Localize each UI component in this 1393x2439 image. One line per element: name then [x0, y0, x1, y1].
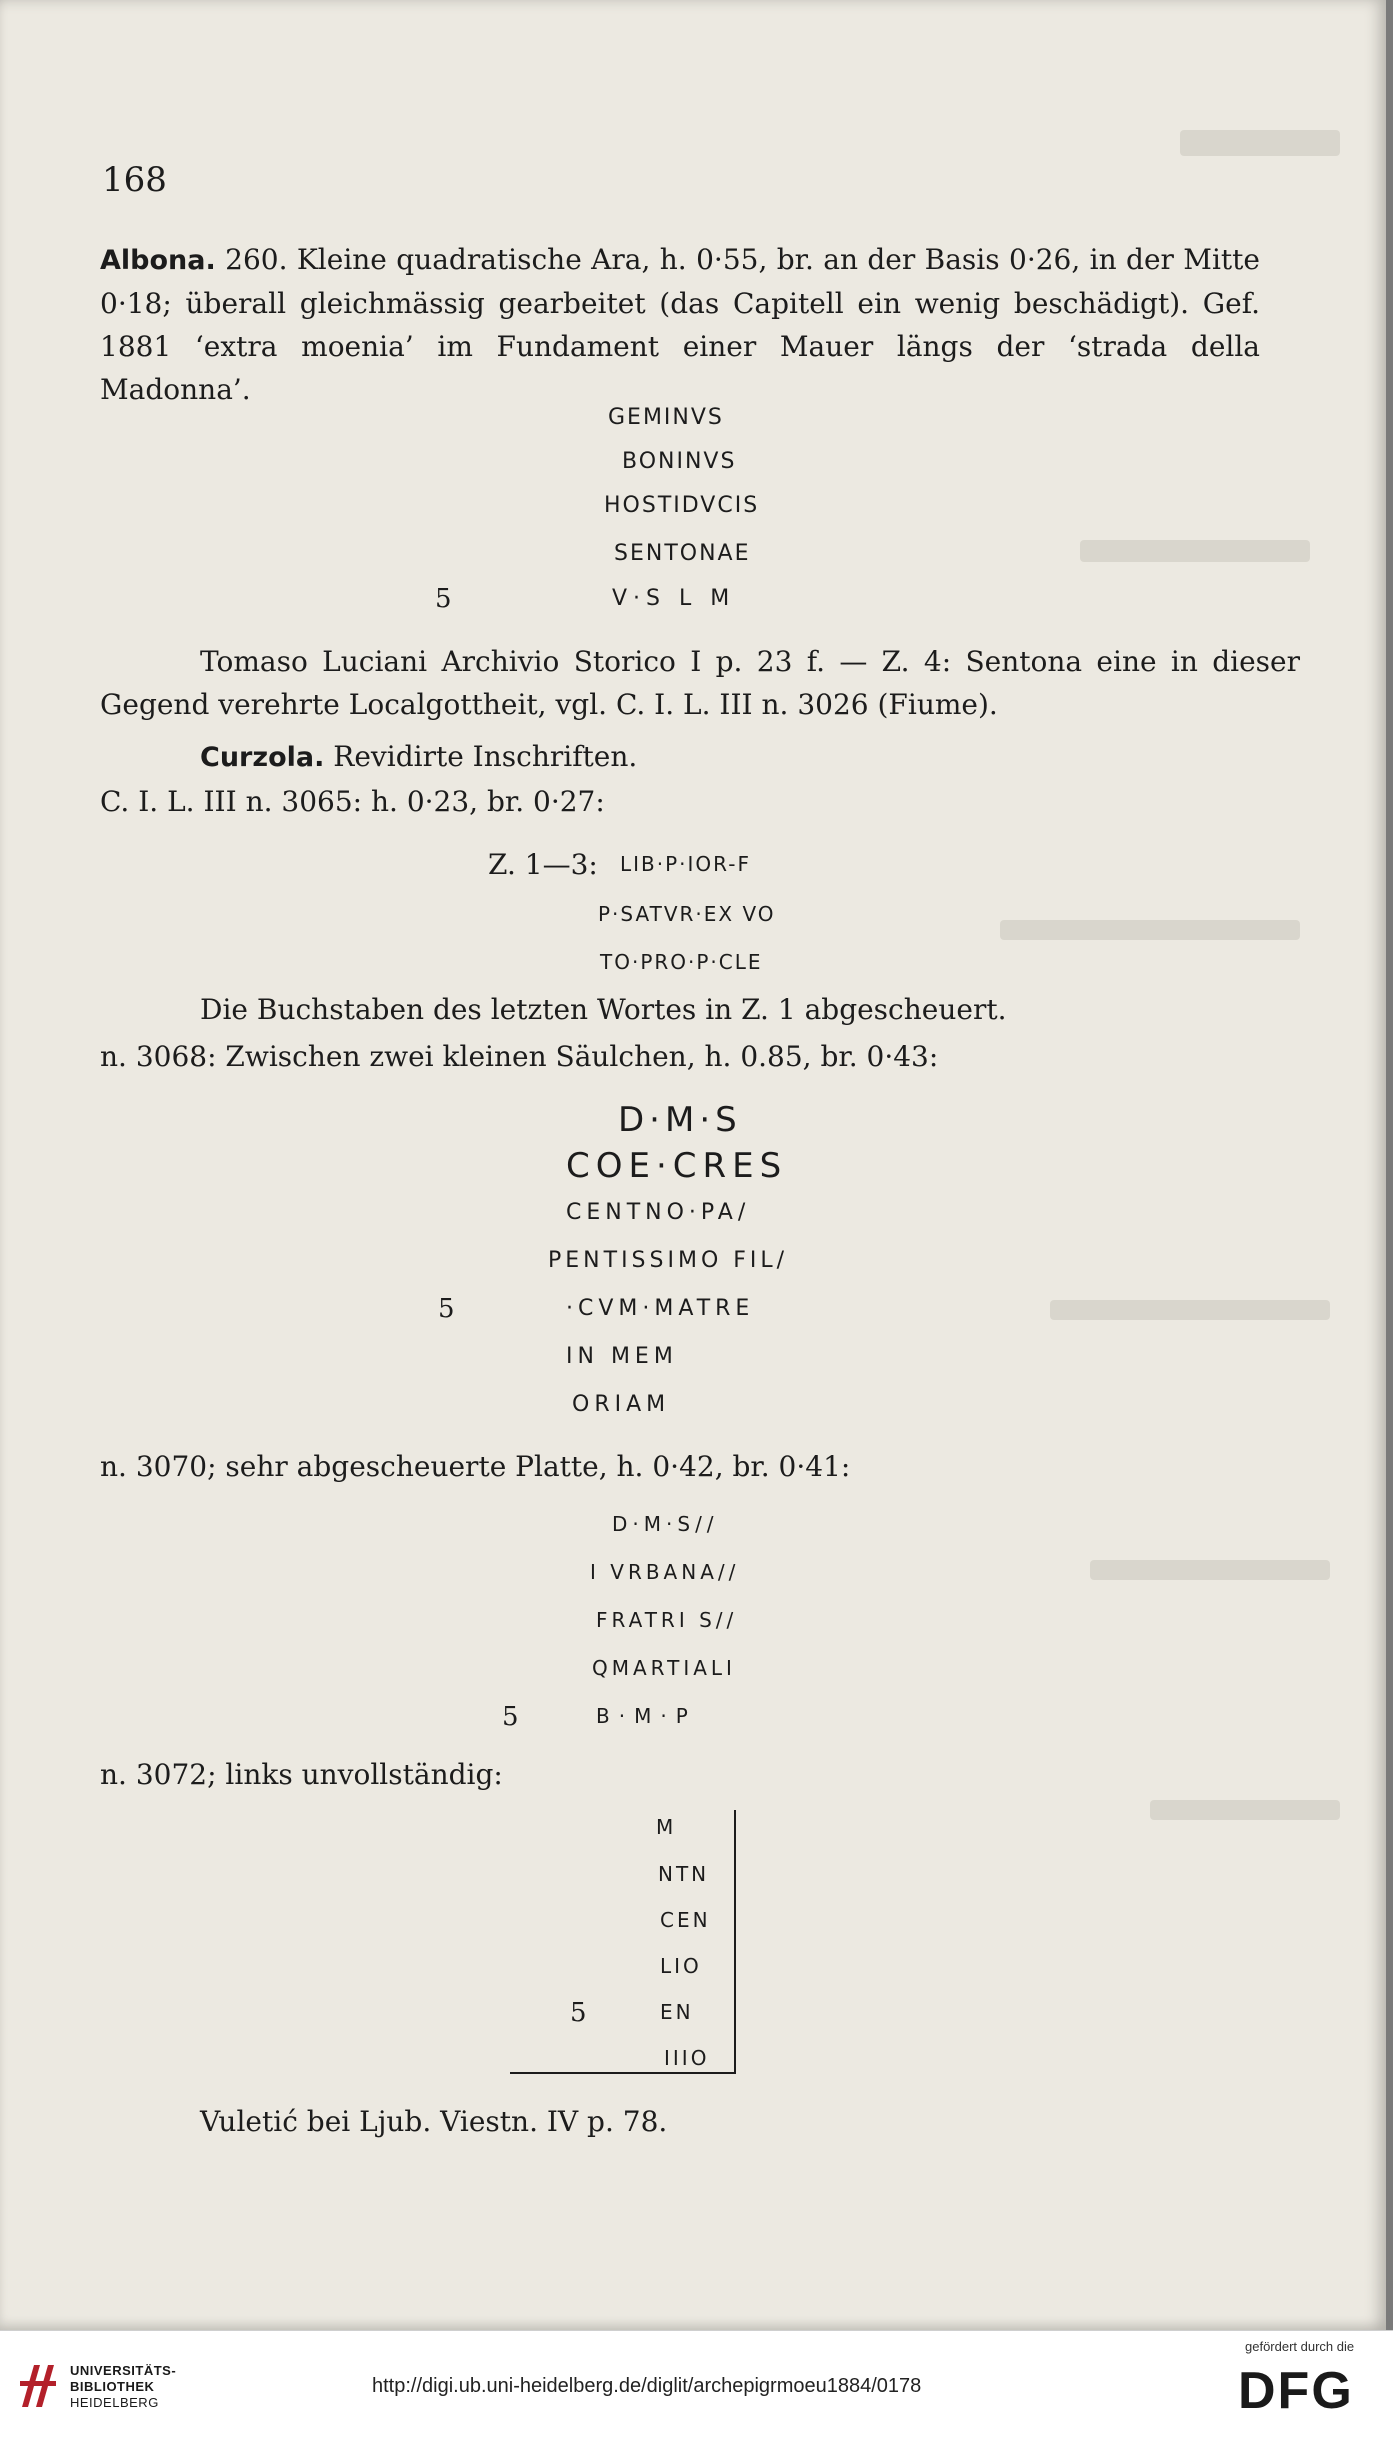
n3070-inscription-line: QMARTIALI: [592, 1656, 736, 1680]
n3072-inscription-line: M: [656, 1815, 677, 1839]
albona-note: Tomaso Luciani Archivio Storico I p. 23 f. — Z. 4: Sentona eine in dieser Gegend verehrte Localgottheit, vgl. C. I. L. III n. 3026 (Fiume).: [100, 645, 1300, 721]
n3072-inscription-line: NTN: [658, 1862, 710, 1886]
line-number: 5: [438, 1294, 455, 1324]
n3068-inscription-line: PENTISSIMO FIL/: [548, 1248, 789, 1273]
logo-text-line: BIBLIOTHEK: [70, 2379, 155, 2394]
n3068-inscription-line: IN MEM: [566, 1344, 678, 1369]
dfg-logo: DFG: [1238, 2362, 1354, 2420]
footer-bar: [0, 2330, 1393, 2439]
albona-paragraph: [100, 238, 1260, 411]
n3072-inscription-line: EN: [660, 2000, 694, 2024]
albona-heading: Albona.: [100, 245, 216, 276]
n3072-inscription-line: IIIO: [664, 2046, 710, 2070]
logo-text-line: HEIDELBERG: [70, 2395, 159, 2410]
curzola-inscription-line: P·SATVR·EX VO: [598, 902, 776, 926]
n3070-inscription-line: I VRBANA//: [590, 1560, 740, 1584]
n3070-line: n. 3070; sehr abgescheuerte Platte, h. 0·42, br. 0·41:: [100, 1450, 851, 1483]
curzola-note: Die Buchstaben des letzten Wortes in Z. 1 abgescheuert.: [200, 993, 1007, 1026]
dfg-caption: gefördert durch die: [1245, 2339, 1355, 2354]
permalink-url[interactable]: http://digi.ub.uni-heidelberg.de/diglit/archepigrmoeu1884/0178: [372, 2375, 922, 2397]
albona-inscription-line: BONINVS: [622, 449, 737, 474]
line-number: 5: [502, 1702, 519, 1732]
n3072-inscription-line: CEN: [660, 1908, 711, 1932]
n3068-inscription-line: ·CVM·MATRE: [566, 1296, 755, 1321]
university-library-logo-icon: [18, 2359, 58, 2411]
n3068-inscription-line: ORIAM: [572, 1392, 671, 1417]
albona-inscription-line: SENTONAE: [614, 541, 751, 566]
n3068-inscription-line: COE·CRES: [566, 1146, 788, 1186]
n3070-inscription-line: D·M·S//: [612, 1512, 719, 1536]
curzola-heading: Curzola.: [200, 742, 325, 773]
n3072-inscription-line: LIO: [660, 1954, 702, 1978]
n3070-inscription-line: B·M·P: [596, 1704, 697, 1728]
n3068-inscription-line: CENTNO·PA/: [566, 1200, 751, 1225]
z-label: Z. 1—3:: [488, 848, 598, 881]
source-line: Vuletić bei Ljub. Viestn. IV p. 78.: [200, 2105, 668, 2138]
n3072-line: n. 3072; links unvollständig:: [100, 1758, 503, 1791]
albona-inscription-line: GEMINVS: [608, 405, 724, 430]
n3070-inscription-line: FRATRI S//: [596, 1608, 738, 1632]
curzola-heading-line: [200, 740, 637, 773]
n3068-line: n. 3068: Zwischen zwei kleinen Säulchen, h. 0.85, br. 0·43:: [100, 1040, 939, 1073]
cil-3065-line: C. I. L. III n. 3065: h. 0·23, br. 0·27:: [100, 785, 605, 818]
albona-body: 260. Kleine quadratische Ara, h. 0·55, br. an der Basis 0·26, in der Mitte 0·18; überall gleichmässig gearbeitet (das Capitell ein wenig beschädigt). Gef. 1881 ‘extra moenia’ im Fundament einer Mauer längs der ‘strada della Madonna’.: [100, 243, 1261, 406]
curzola-inscription-line: TO·PRO·P·CLE: [600, 950, 763, 974]
albona-inscription-line: HOSTIDVCIS: [604, 493, 760, 518]
curzola-inscription-line: LIB·P·IOR-F: [620, 852, 751, 876]
fragment-edge-horizontal: [510, 2072, 736, 2074]
fragment-edge-vertical: [734, 1810, 736, 2074]
albona-inscription-line: V·S L M: [612, 586, 736, 611]
n3068-inscription-line: D·M·S: [618, 1100, 742, 1140]
line-number: 5: [570, 1998, 587, 2028]
line-number: 5: [435, 584, 452, 614]
curzola-heading-rest: Revidirte Inschriften.: [333, 740, 638, 773]
page-number: 168: [102, 160, 167, 200]
logo-text-line: UNIVERSITÄTS-: [70, 2363, 177, 2378]
